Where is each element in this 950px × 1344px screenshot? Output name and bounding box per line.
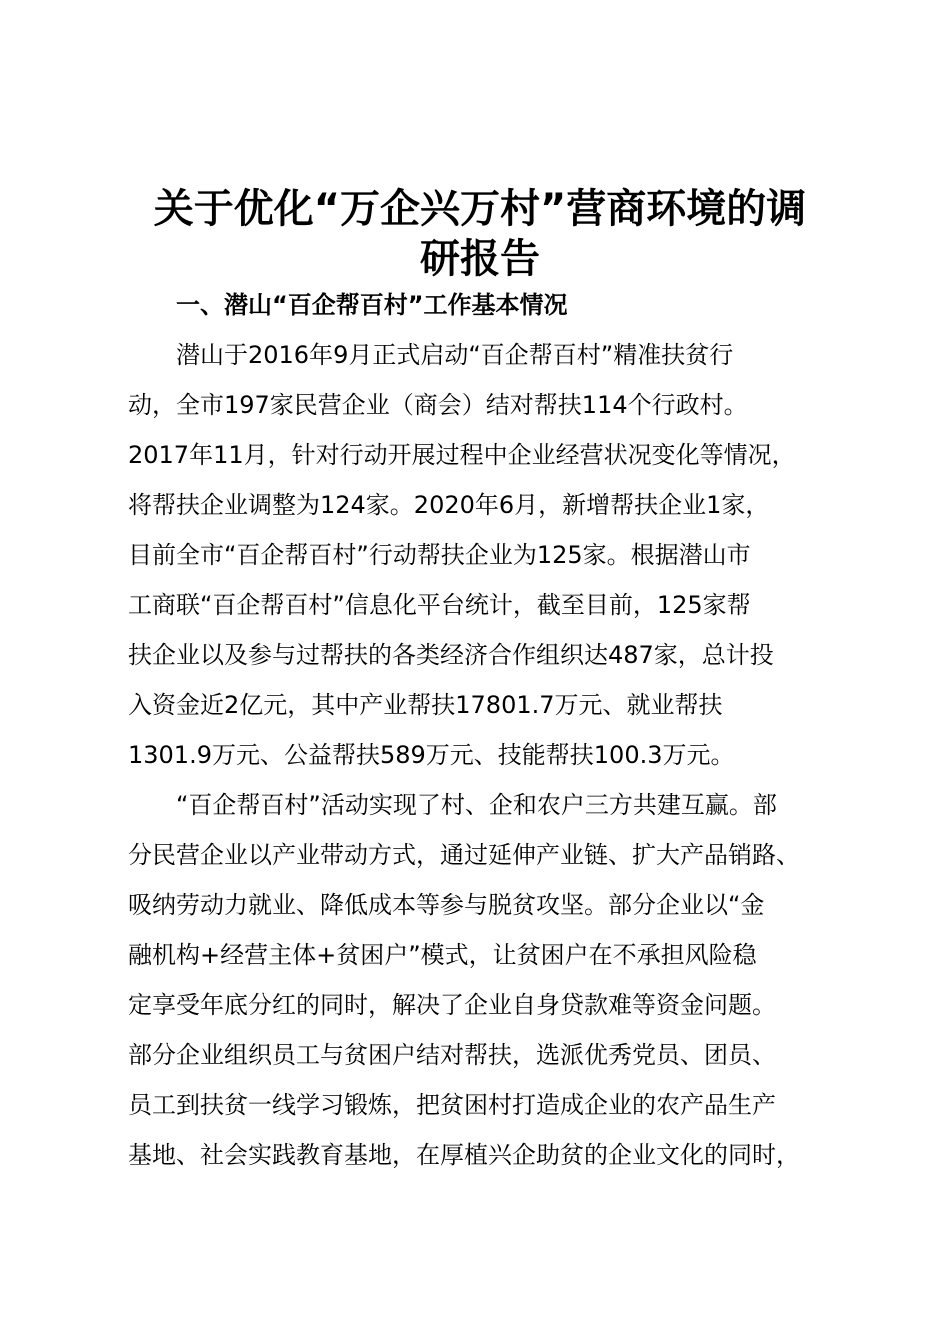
- paragraph-line: 部分企业组织员工与贫困户结对帮扶，选派优秀党员、团员、: [128, 1041, 776, 1069]
- paragraph-line: 基地、社会实践教育基地，在厚植兴企助贫的企业文化的同时，: [128, 1141, 800, 1169]
- paragraph-line: 1301.9万元、公益帮扶589万元、技能帮扶100.3万元。: [128, 741, 735, 769]
- paragraph-1: [128, 330, 828, 780]
- document-title-line-1: 关于优化“万企兴万村”营商环境的调: [153, 186, 807, 232]
- paragraph-line: 将帮扶企业调整为124家。2020年6月，新增帮扶企业1家，: [128, 491, 770, 519]
- paragraph-2: [128, 780, 828, 1180]
- paragraph-line: 动，全市197家民营企业（商会）结对帮扶114个行政村。: [128, 391, 748, 419]
- paragraph-line: 入资金近2亿元，其中产业帮扶17801.7万元、就业帮扶: [128, 691, 723, 719]
- paragraph-line: 目前全市“百企帮百村”行动帮扶企业为125家。根据潜山市: [128, 541, 751, 569]
- paragraph-line: 潜山于2016年9月正式启动“百企帮百村”精准扶贫行: [128, 341, 734, 369]
- paragraph-line: 定享受年底分红的同时，解决了企业自身贷款难等资金问题。: [128, 991, 776, 1019]
- paragraph-line: 扶企业以及参与过帮扶的各类经济合作组织达487家，总计投: [128, 641, 774, 669]
- paragraph-line: 分民营企业以产业带动方式，通过延伸产业链、扩大产品销路、: [128, 841, 800, 869]
- paragraph-line: 工商联“百企帮百村”信息化平台统计，截至目前，125家帮: [128, 591, 751, 619]
- paragraph-line: 员工到扶贫一线学习锻炼，把贫困村打造成企业的农产品生产: [128, 1091, 776, 1119]
- paragraph-line: 融机构+经营主体+贫困户”模式，让贫困户在不承担风险稳: [128, 941, 757, 969]
- document-title-line-2: 研报告: [420, 236, 540, 282]
- paragraph-line: 2017年11月，针对行动开展过程中企业经营状况变化等情况，: [128, 441, 796, 469]
- section-heading: 一、潜山“百企帮百村”工作基本情况: [176, 291, 568, 319]
- paragraph-line: 吸纳劳动力就业、降低成本等参与脱贫攻坚。部分企业以“金: [128, 891, 765, 919]
- paragraph-line: “百企帮百村”活动实现了村、企和农户三方共建互赢。部: [128, 791, 777, 819]
